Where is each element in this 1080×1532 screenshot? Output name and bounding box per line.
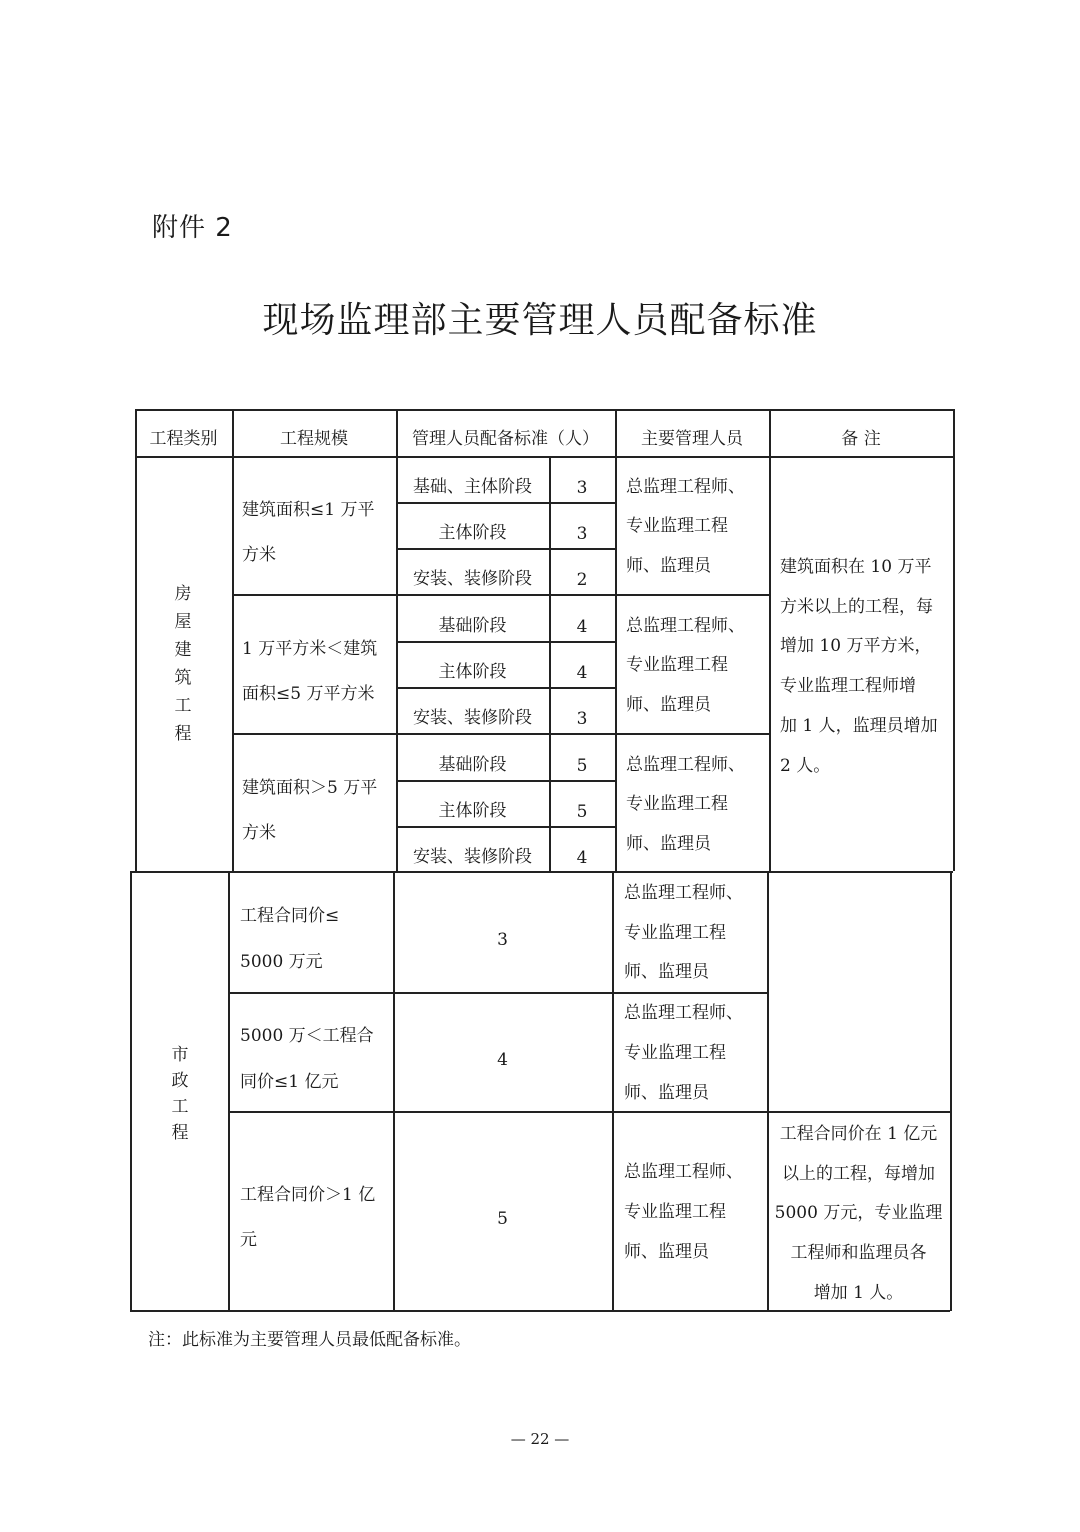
row-divider xyxy=(396,548,615,550)
header-remark: 备 注 xyxy=(841,429,881,449)
staff-cell: 专业监理工程 xyxy=(626,516,728,536)
stage-cell: 主体阶段 xyxy=(438,662,507,682)
staff-cell: 专业监理工程 xyxy=(626,794,728,814)
staff-cell: 专业监理工程 xyxy=(624,1202,726,1222)
count-cell: 3 xyxy=(497,930,508,950)
group-divider xyxy=(228,1111,950,1113)
stage-cell: 主体阶段 xyxy=(438,801,507,821)
staff-cell: 总监理工程师、 xyxy=(624,1162,743,1182)
header-scale: 工程规模 xyxy=(280,429,348,449)
count-cell: 4 xyxy=(576,617,588,637)
count-cell: 5 xyxy=(497,1209,508,1229)
scale-cell: 方米 xyxy=(242,823,276,843)
staff-cell: 师、监理员 xyxy=(626,834,711,854)
staff-cell: 总监理工程师、 xyxy=(626,755,745,775)
remark-cell: 增加 10 万平方米， xyxy=(780,636,932,656)
remark-cell: 方米以上的工程，每 xyxy=(780,597,933,617)
remark-cell: 以上的工程，每增加 xyxy=(782,1164,935,1184)
staff-cell: 专业监理工程 xyxy=(624,923,726,943)
stage-cell: 安装、装修阶段 xyxy=(413,847,532,867)
staff-cell: 师、监理员 xyxy=(624,1242,709,1262)
scale-cell: 面积≤5 万平方米 xyxy=(242,684,375,704)
header-main-staff: 主要管理人员 xyxy=(641,429,743,449)
category-building: 房屋建筑工程 xyxy=(174,584,192,744)
stage-cell: 安装、装修阶段 xyxy=(413,708,532,728)
count-cell: 4 xyxy=(576,663,588,683)
table-border-left xyxy=(130,871,132,1311)
header-staff-standard: 管理人员配备标准（人） xyxy=(412,429,599,449)
column-divider xyxy=(612,871,614,1311)
staff-cell: 总监理工程师、 xyxy=(624,1003,743,1023)
table-border-right xyxy=(950,871,952,1311)
stage-cell: 基础、主体阶段 xyxy=(413,477,532,497)
stage-cell: 主体阶段 xyxy=(438,523,507,543)
scale-cell: 5000 万＜工程合 xyxy=(240,1026,374,1046)
row-divider xyxy=(396,780,615,782)
row-divider xyxy=(396,641,615,643)
page-title: 现场监理部主要管理人员配备标准 xyxy=(262,300,818,341)
scale-cell: 元 xyxy=(240,1230,257,1250)
count-cell: 5 xyxy=(576,756,588,776)
category-municipal: 市政工程 xyxy=(171,1045,189,1143)
scale-cell: 工程合同价＞1 亿 xyxy=(240,1185,376,1205)
scale-cell: 工程合同价≤ xyxy=(240,906,340,926)
scale-cell: 建筑面积＞5 万平 xyxy=(242,778,378,798)
staff-cell: 师、监理员 xyxy=(624,1083,709,1103)
remark-cell: 加 1 人，监理员增加 xyxy=(780,716,938,736)
attachment-label: 附件 2 xyxy=(152,213,233,243)
remark-cell: 2 人。 xyxy=(780,756,831,776)
count-cell: 3 xyxy=(576,478,588,498)
remark-cell: 增加 1 人。 xyxy=(813,1283,904,1303)
count-cell: 4 xyxy=(497,1050,508,1070)
header-category: 工程类别 xyxy=(149,429,218,449)
table-border-left xyxy=(135,409,137,871)
row-divider xyxy=(396,687,615,689)
group-divider xyxy=(232,733,769,735)
staff-cell: 专业监理工程 xyxy=(624,1043,726,1063)
scale-cell: 5000 万元 xyxy=(240,952,323,972)
stage-cell: 基础阶段 xyxy=(438,755,507,775)
remark-cell: 工程师和监理员各 xyxy=(790,1243,927,1263)
remark-cell: 建筑面积在 10 万平 xyxy=(780,557,932,577)
count-cell: 4 xyxy=(576,848,588,868)
table-border-bottom xyxy=(130,1310,950,1312)
footnote: 注：此标准为主要管理人员最低配备标准。 xyxy=(148,1330,471,1350)
row-divider xyxy=(396,826,615,828)
scale-cell: 同价≤1 亿元 xyxy=(240,1072,339,1092)
column-divider xyxy=(232,409,234,871)
staff-cell: 总监理工程师、 xyxy=(626,477,745,497)
table-border-top xyxy=(135,409,953,411)
row-divider xyxy=(396,502,615,504)
staff-cell: 专业监理工程 xyxy=(626,655,728,675)
column-divider xyxy=(769,409,771,871)
stage-cell: 安装、装修阶段 xyxy=(413,569,532,589)
remark-cell: 专业监理工程师增 xyxy=(780,676,916,696)
staff-cell: 师、监理员 xyxy=(626,695,711,715)
page-number: — 22 — xyxy=(510,1430,570,1448)
table-border-right xyxy=(953,409,955,871)
group-divider xyxy=(228,992,768,994)
column-divider xyxy=(615,409,617,871)
category-divider xyxy=(131,871,953,873)
column-divider xyxy=(228,871,230,1311)
staff-cell: 总监理工程师、 xyxy=(626,616,745,636)
header-divider xyxy=(135,456,953,458)
remark-cell: 5000 万元，专业监理 xyxy=(774,1203,943,1223)
count-cell: 3 xyxy=(576,709,588,729)
count-cell: 5 xyxy=(576,802,588,822)
remark-cell: 工程合同价在 1 亿元 xyxy=(779,1124,938,1144)
count-cell: 3 xyxy=(576,524,588,544)
staff-cell: 师、监理员 xyxy=(626,556,711,576)
scale-cell: 方米 xyxy=(242,545,276,565)
staff-cell: 师、监理员 xyxy=(624,962,709,982)
staff-cell: 总监理工程师、 xyxy=(624,883,743,903)
scale-cell: 1 万平方米＜建筑 xyxy=(242,639,378,659)
group-divider xyxy=(232,594,769,596)
scale-cell: 建筑面积≤1 万平 xyxy=(242,500,375,520)
stage-cell: 基础阶段 xyxy=(438,616,507,636)
count-cell: 2 xyxy=(576,570,588,590)
